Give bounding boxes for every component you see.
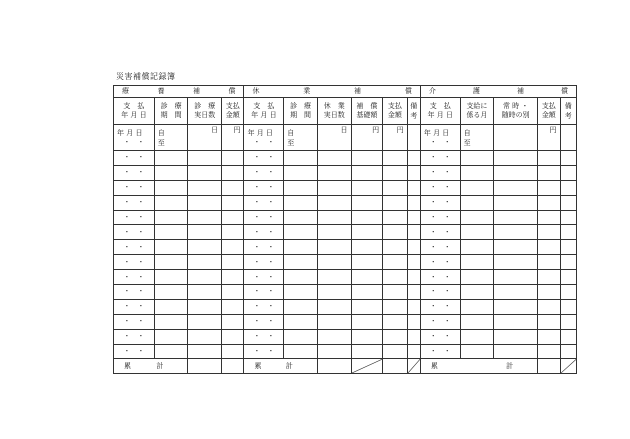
cell-pay-date[interactable]: ・・ xyxy=(114,180,155,195)
cell-pay-date[interactable]: ・・ xyxy=(244,344,284,359)
table-row xyxy=(114,255,577,270)
cell-pay-date[interactable]: ・・ xyxy=(244,151,284,166)
cell-pay-date[interactable]: ・・ xyxy=(114,344,155,359)
header-medical-period: 診 療 期 間 xyxy=(154,98,188,125)
cell-pay-date[interactable]: ・・ xyxy=(420,344,460,359)
header-pay-date: 支 払 年 月 日 xyxy=(244,98,284,125)
total-leave-days[interactable] xyxy=(317,359,351,374)
cell-medical-period[interactable]: 自 至 xyxy=(284,125,318,151)
cell-care-month[interactable]: 自 至 xyxy=(460,125,494,151)
cell-pay-date[interactable]: ・・ xyxy=(420,151,460,166)
cell-pay-amount[interactable]: 円 xyxy=(538,125,560,151)
table-row xyxy=(114,270,577,285)
table-row xyxy=(114,299,577,314)
total-leave-base-struck xyxy=(351,359,383,374)
cell-pay-amount[interactable]: 円 xyxy=(383,125,407,151)
cell-pay-date[interactable]: ・・ xyxy=(244,195,284,210)
cell-pay-date[interactable]: 年 月 日 ・・ xyxy=(114,125,155,151)
cell-pay-date[interactable]: ・・ xyxy=(114,285,155,300)
total-leave-amount[interactable] xyxy=(383,359,407,374)
cell-remarks[interactable] xyxy=(407,125,420,151)
header-pay-date: 支 払 年 月 日 xyxy=(114,98,155,125)
column-header-row xyxy=(114,98,577,125)
cell-pay-date[interactable]: ・・ xyxy=(244,165,284,180)
cell-pay-date[interactable]: ・・ xyxy=(244,285,284,300)
table-row xyxy=(114,195,577,210)
cell-pay-date[interactable]: ・・ xyxy=(420,329,460,344)
cell-pay-date[interactable]: ・・ xyxy=(420,210,460,225)
table-row xyxy=(114,151,577,166)
total-label-care: 累 計 xyxy=(420,359,537,374)
header-care-month: 支給に 係る月 xyxy=(460,98,494,125)
cell-pay-date[interactable]: 年 月 日 ・・ xyxy=(420,125,460,151)
cell-pay-date[interactable]: ・・ xyxy=(244,210,284,225)
cell-pay-date[interactable]: ・・ xyxy=(244,180,284,195)
header-care-type: 常 時 ・ 随時の別 xyxy=(494,98,538,125)
section-header-row xyxy=(114,86,577,98)
diagonal-strike xyxy=(561,359,576,373)
cell-pay-date[interactable]: ・・ xyxy=(114,195,155,210)
cell-pay-date[interactable]: ・・ xyxy=(420,180,460,195)
cell-pay-date[interactable]: ・・ xyxy=(420,299,460,314)
cell-pay-date[interactable]: ・・ xyxy=(114,151,155,166)
cell-care-type[interactable] xyxy=(494,125,538,151)
total-medical-amount[interactable] xyxy=(222,359,244,374)
cell-leave-days[interactable]: 日 xyxy=(317,125,351,151)
header-leave-days: 休 業 実日数 xyxy=(317,98,351,125)
header-pay-amount: 支払 金額 xyxy=(538,98,560,125)
cell-pay-date[interactable]: ・・ xyxy=(244,329,284,344)
total-leave-remarks-struck xyxy=(407,359,420,374)
total-care-remarks-struck xyxy=(560,359,576,374)
table-row xyxy=(114,329,577,344)
cell-pay-date[interactable]: ・・ xyxy=(420,255,460,270)
table-row xyxy=(114,210,577,225)
cell-pay-date[interactable]: ・・ xyxy=(244,255,284,270)
header-remarks: 備 考 xyxy=(407,98,420,125)
section-care: 介 護 補 償 xyxy=(420,86,576,98)
cell-pay-date[interactable]: ・・ xyxy=(114,210,155,225)
cell-remarks[interactable] xyxy=(560,125,576,151)
header-pay-amount: 支払 金額 xyxy=(383,98,407,125)
total-row xyxy=(114,359,577,374)
table-row xyxy=(114,180,577,195)
cell-medical-days[interactable]: 日 xyxy=(188,125,222,151)
total-medical-days[interactable] xyxy=(188,359,222,374)
section-leave: 休 業 補 償 xyxy=(244,86,420,98)
section-medical: 療 養 補 償 xyxy=(114,86,244,98)
cell-pay-date[interactable]: ・・ xyxy=(114,329,155,344)
diagonal-strike xyxy=(352,359,383,373)
diagonal-strike xyxy=(408,359,420,373)
table-row xyxy=(114,225,577,240)
cell-pay-amount[interactable]: 円 xyxy=(222,125,244,151)
cell-pay-date[interactable]: ・・ xyxy=(244,314,284,329)
total-label-leave: 累 計 xyxy=(244,359,317,374)
cell-pay-date[interactable]: ・・ xyxy=(114,270,155,285)
cell-pay-date[interactable]: ・・ xyxy=(420,314,460,329)
header-pay-amount: 支払 金額 xyxy=(222,98,244,125)
table-row xyxy=(114,165,577,180)
document-title: 災害補償記録簿 xyxy=(116,72,176,81)
cell-pay-date[interactable]: ・・ xyxy=(420,195,460,210)
cell-pay-date[interactable]: ・・ xyxy=(244,240,284,255)
cell-pay-date[interactable]: ・・ xyxy=(420,165,460,180)
cell-pay-date[interactable]: ・・ xyxy=(114,314,155,329)
cell-pay-date[interactable]: ・・ xyxy=(114,299,155,314)
header-pay-date: 支 払 年 月 日 xyxy=(420,98,460,125)
total-label-medical: 累 計 xyxy=(114,359,188,374)
table-row xyxy=(114,285,577,300)
table-row xyxy=(114,314,577,329)
cell-pay-date[interactable]: 年 月 日 ・・ xyxy=(244,125,284,151)
cell-leave-base[interactable]: 円 xyxy=(351,125,383,151)
header-remarks: 備 考 xyxy=(560,98,576,125)
cell-pay-date[interactable]: ・・ xyxy=(420,270,460,285)
header-medical-period: 診 療 期 間 xyxy=(284,98,318,125)
cell-pay-date[interactable]: ・・ xyxy=(114,255,155,270)
table-row xyxy=(114,344,577,359)
cell-pay-date[interactable]: ・・ xyxy=(420,240,460,255)
header-leave-base: 補 償 基礎額 xyxy=(351,98,383,125)
cell-pay-date[interactable]: ・・ xyxy=(420,225,460,240)
header-medical-days: 診 療 実日数 xyxy=(188,98,222,125)
table-row xyxy=(114,240,577,255)
total-care-amount[interactable] xyxy=(538,359,560,374)
cell-pay-date[interactable]: ・・ xyxy=(114,165,155,180)
compensation-ledger-table xyxy=(113,85,577,374)
cell-pay-date[interactable]: ・・ xyxy=(114,240,155,255)
table-row xyxy=(114,125,577,151)
cell-pay-date[interactable]: ・・ xyxy=(420,285,460,300)
cell-pay-date[interactable]: ・・ xyxy=(244,299,284,314)
cell-medical-period[interactable]: 自 至 xyxy=(154,125,188,151)
cell-pay-date[interactable]: ・・ xyxy=(114,225,155,240)
cell-pay-date[interactable]: ・・ xyxy=(244,270,284,285)
cell-pay-date[interactable]: ・・ xyxy=(244,225,284,240)
